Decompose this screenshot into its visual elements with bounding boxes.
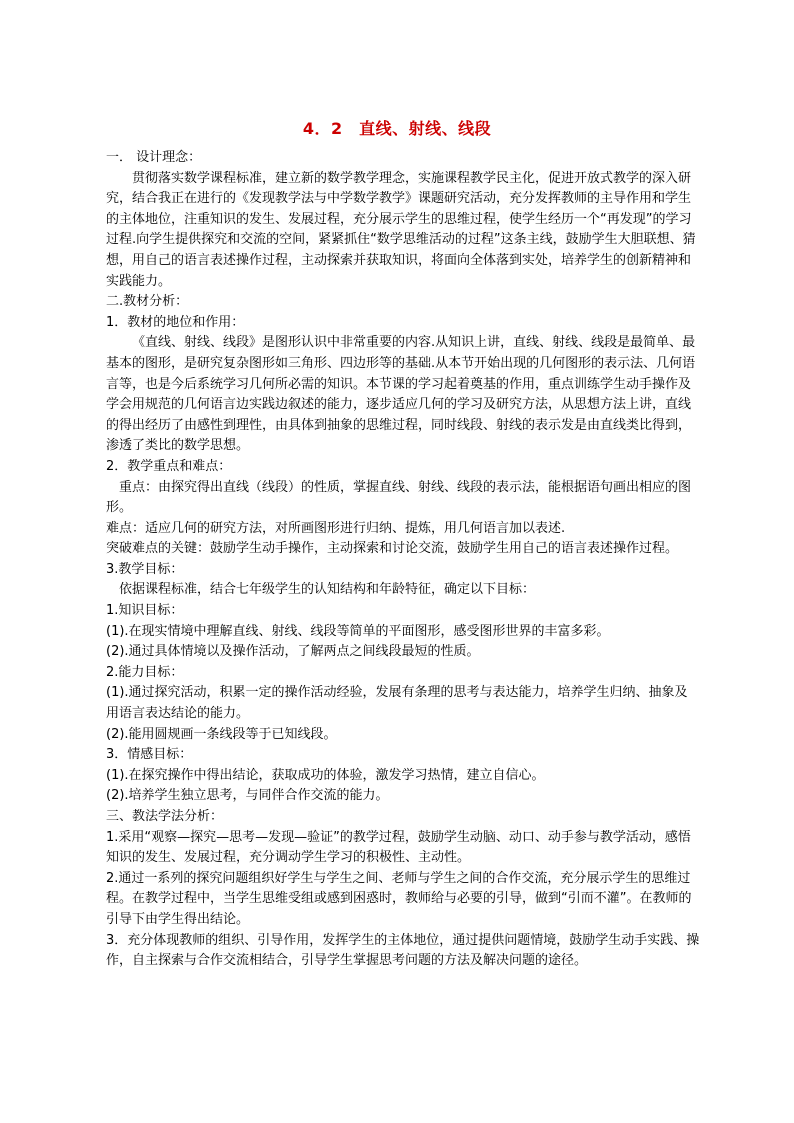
list-item-ability-1: (1).通过探究活动，积累一定的操作活动经验，发展有条理的思考与表达能力，培养学生归纳、抽象及用语言表达结论的能力。	[106, 685, 688, 722]
list-item-knowledge-1: (1).在现实情境中理解直线、射线、线段等简单的平面图形，感受图形世界的丰富多彩。	[106, 623, 610, 639]
subheading-knowledge-goals: 1.知识目标：	[106, 603, 184, 619]
subheading-position-role: 1．教材的地位和作用：	[106, 314, 245, 330]
subheading-ability-goals: 2.能力目标：	[106, 664, 184, 680]
paragraph-position-role: 《直线、射线、线段》是图形认识中非常重要的内容.从知识上讲，直线、射线、线段是最简单、最基本的图形，是研究复杂图形如三角形、四边形等的基础.从本节开始出现的几何图形的表示法、几何语言等，也是今后系统学习几何所必需的知识。本节课的学习起着奠基的作用，重点训练学生动手操作及学会用规范的几何语言边实践边叙述的能力，逐步适应几何的学习及研究方法，从思想方法上讲，直线的得出经历了由感性到理性，由具体到抽象的思维过程，同时线段、射线的表示发是由直线类比得到，渗透了类比的数学思想。	[106, 335, 696, 454]
list-item-method-3: 3．充分体现教师的组织、引导作用，发挥学生的主体地位，通过提供问题情境，鼓励学生动手实践、操作，自主探索与合作交流相结合，引导学生掌握思考问题的方法及解决问题的途径。	[106, 932, 700, 969]
paragraph-key-points: 重点：由探究得出直线（线段）的性质，掌握直线、射线、线段的表示法，能根据语句画出相应的图形。	[106, 479, 692, 516]
subheading-emotion-goals: 3．情感目标：	[106, 747, 193, 763]
list-item-method-2: 2.通过一系列的探究问题组织好学生与学生之间、老师与学生之间的合作交流，充分展示学生的思维过程。在教学过程中，当学生思维受组或感到困惑时，教师给与必要的引导，做到“引而不灌”。在教师的引导下由学生得出结论。	[106, 870, 692, 927]
heading-design-concept: 一． 设计理念：	[106, 150, 202, 165]
list-item-emotion-2: (2).培养学生独立思考，与同伴合作交流的能力。	[106, 788, 389, 804]
heading-teaching-methods: 三、教法学法分析：	[106, 809, 224, 824]
paragraph-goals-intro: 依据课程标准，结合七年级学生的认知结构和年龄特征，确定以下目标：	[119, 582, 536, 598]
heading-textbook-analysis: 二.教材分析：	[106, 294, 189, 310]
document-body	[106, 148, 700, 972]
list-item-ability-2: (2).能用圆规画一条线段等于已知线段。	[106, 726, 337, 742]
document-title: 4．2 直线、射线、线段	[302, 119, 492, 138]
paragraph-difficult-points: 难点：适应几何的研究方法，对所画图形进行归纳、提炼，用几何语言加以表述.	[106, 520, 566, 536]
list-item-emotion-1: (1).在探究操作中得出结论，获取成功的体验，激发学习热情，建立自信心。	[106, 767, 545, 783]
paragraph-design-concept: 贯彻落实数学课程标准，建立新的数学教学理念，实施课程教学民主化，促进开放式教学的深入研究，结合我正在进行的《发现教学法与中学数学教学》课题研究活动，充分发挥教师的主导作用和学生的主体地位，注重知识的发生、发展过程，充分展示学生的思维过程，使学生经历一个“再发现”的学习过程.向学生提供探究和交流的空间，紧紧抓住“数学思维活动的过程”这条主线，鼓励学生大胆联想、猜想，用自己的语言表述操作过程，主动探索并获取知识，将面向全体落到实处，培养学生的创新精神和实践能力。	[106, 170, 696, 289]
list-item-knowledge-2: (2).通过具体情境以及操作活动，了解两点之间线段最短的性质。	[106, 644, 480, 660]
subheading-teaching-goals: 3.教学目标：	[106, 561, 184, 577]
subheading-key-difficult-points: 2．教学重点和难点：	[106, 458, 232, 474]
paragraph-breakthrough: 突破难点的关键：鼓励学生动手操作，主动探索和讨论交流，鼓励学生用自己的语言表述操作过程。	[106, 541, 679, 557]
list-item-method-1: 1.采用“观察—探究—思考—发现—验证”的教学过程，鼓励学生动脑、动口、动手参与教学活动，感悟知识的发生、发展过程，充分调动学生学习的积极性、主动性。	[106, 829, 691, 866]
